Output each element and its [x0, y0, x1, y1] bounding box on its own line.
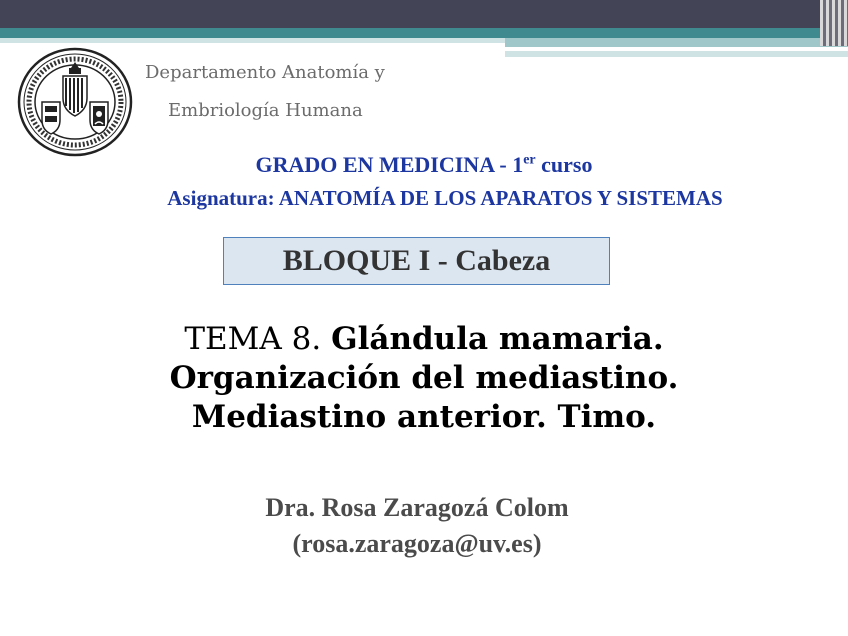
- header-band-line: [505, 47, 785, 49]
- header-band-dark: [0, 0, 848, 28]
- author-name: Dra. Rosa Zaragozá Colom: [265, 493, 569, 522]
- author-email: (rosa.zaragoza@uv.es): [292, 529, 542, 558]
- topic-line-1-text: Glándula mamaria.: [331, 321, 664, 357]
- degree-title-text: GRADO EN MEDICINA - 1: [255, 152, 524, 177]
- department-line-2: Embriología Humana: [168, 100, 363, 121]
- header-band-teal: [0, 28, 848, 38]
- author-block: [0, 490, 834, 562]
- topic-line-1: [0, 320, 848, 359]
- block-title-box: [223, 237, 610, 285]
- header-edge-stripes: [820, 0, 848, 46]
- subject-title: Asignatura: ANATOMÍA DE LOS APARATOS Y SISTEMAS: [167, 186, 723, 210]
- topic-line-3: Mediastino anterior. Timo.: [191, 399, 657, 435]
- degree-title: [0, 152, 848, 178]
- header-band-line: [505, 51, 848, 57]
- topic-line-2: Organización del mediastino.: [169, 360, 679, 396]
- header-band-light: [0, 38, 505, 43]
- department-line-1: Departamento Anatomía y: [145, 62, 385, 83]
- topic-number: TEMA 8.: [184, 321, 332, 357]
- block-title: BLOQUE I - Cabeza: [282, 244, 551, 277]
- topic-title: [0, 320, 848, 437]
- header-band-accent: [505, 38, 848, 47]
- university-seal-icon: [16, 46, 134, 158]
- degree-title-suffix: curso: [535, 152, 593, 177]
- degree-title-superscript: er: [523, 152, 536, 168]
